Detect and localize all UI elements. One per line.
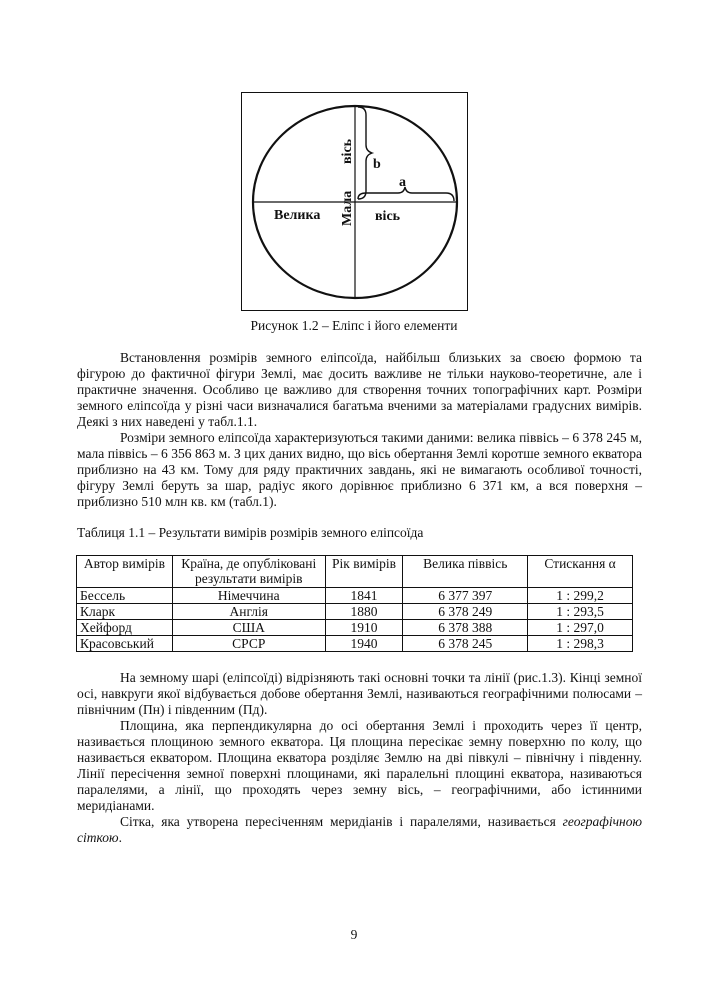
table-row [77,620,633,636]
header-country: Країна, де опубліковані результати вимірів [172,556,325,588]
header-author: Автор вимірів [77,556,173,588]
table-row [77,588,633,604]
cell-country: СРСР [172,636,325,652]
table-caption: Таблиця 1.1 – Результати вимірів розмірів земного еліпсоїда [77,525,424,540]
paragraph: Розміри земного еліпсоїда характеризуються такими даними: велика піввісь – 6 378 245 м, мала піввісь – 6 356 863 м. З цих даних видно, що вісь обертання Землі коротше земного екватора приблизно на 43 км. Тому для ряду практичних завдань, які не вимагають особливої точності, фігуру Землі беруть за шар, радіус якого дорівнює приблизно 6 371 км, а вся поверхня – приблизно 510 млн кв. км (табл.1). [77,430,642,509]
table-row [77,636,633,652]
table-row [77,604,633,620]
cell-author: Бессель [77,588,173,604]
paragraph: Площина, яка перпендикулярна до осі обертання Землі і проходить через її центр, називається площиною земного екватора. Ця площина пересікає земну поверхню по колу, що називається екватором. Площина екватора розділяє Землю на дві півкулі – північну і південну. Лінії пересічення земної поверхні площинами, які паралельні площині екватора, називаються паралелями, а лінії, що проходять через земну вісь, – географічними, або істинними меридіанами. [77,718,642,813]
header-flattening: Стискання α [528,556,633,588]
cell-year: 1841 [325,588,403,604]
label-minor-axis-word: вісь [340,138,355,164]
paragraph: На земному шарі (еліпсоїді) відрізняють такі основні точки та лінії (рис.1.3). Кінці земної осі, навкруги якої відбувається добове обертання Землі, називаються географічними полюсами – північним (Пн) і південним (Пд). [77,670,642,717]
label-major: Велика [274,208,321,223]
cell-year: 1880 [325,604,403,620]
term-geographic-grid: географічною сіткою [77,814,642,845]
table-header-row [77,556,633,588]
cell-flattening: 1 : 297,0 [528,620,633,636]
cell-country: США [172,620,325,636]
cell-country: Англія [172,604,325,620]
page-number: 9 [350,927,358,942]
paragraph-text: Сітка, яка утворена пересіченням меридіанів і паралелями, називається [120,814,563,829]
cell-semi-major: 6 377 397 [403,588,528,604]
ellipse-diagram [242,93,469,312]
ellipsoid-measurements-table [76,555,633,652]
cell-flattening: 1 : 293,5 [528,604,633,620]
paragraph-last [77,814,642,846]
paragraph-end: . [118,830,122,845]
cell-semi-major: 6 378 388 [403,620,528,636]
cell-year: 1910 [325,620,403,636]
label-minor: Мала [340,190,355,226]
brace-b [358,107,372,199]
cell-country: Німеччина [172,588,325,604]
label-semi-major-a: a [399,175,406,190]
label-semi-minor-b: b [373,157,381,172]
cell-author: Хейфорд [77,620,173,636]
text-block-top [77,350,642,510]
text-block-bottom [77,670,642,846]
brace-a [358,187,454,201]
cell-year: 1940 [325,636,403,652]
cell-flattening: 1 : 299,2 [528,588,633,604]
header-semi-major: Велика піввісь [403,556,528,588]
cell-semi-major: 6 378 249 [403,604,528,620]
label-major-axis-word: вісь [375,209,401,224]
cell-semi-major: 6 378 245 [403,636,528,652]
cell-author: Красовський [77,636,173,652]
cell-flattening: 1 : 298,3 [528,636,633,652]
header-year: Рік вимірів [325,556,403,588]
cell-author: Кларк [77,604,173,620]
figure-caption: Рисунок 1.2 – Еліпс і його елементи [250,318,458,333]
paragraph: Встановлення розмірів земного еліпсоїда, найбільш близьких за своєю формою та фігурою до фактичної фігури Землі, має досить важливе не тільки науково-теоретичне, але і практичне значення. Особливо це важливо для створення точних топографічних карт. Розміри земного еліпсоїда у різні часи визначалися багатьма вченими за матеріалами градусних вимірів. Деякі з них наведені у табл.1.1. [77,350,642,429]
ellipse-figure [241,92,468,311]
